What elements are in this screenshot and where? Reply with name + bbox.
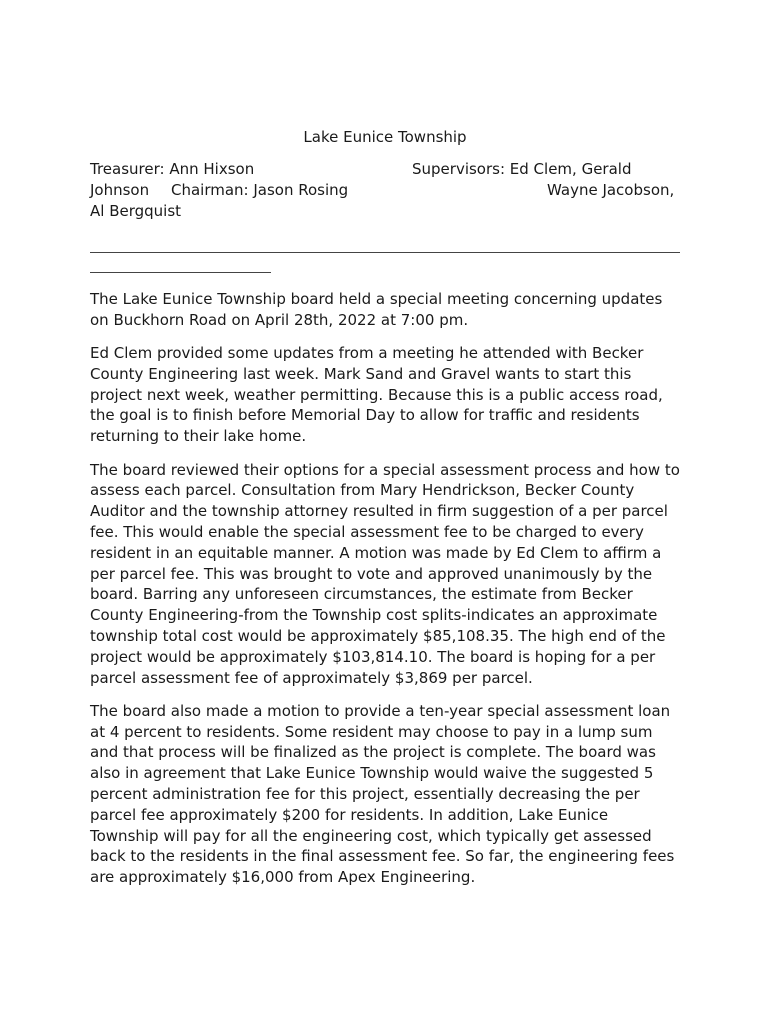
header-divider-line [90, 252, 680, 253]
bergquist-text: Al Bergquist [90, 202, 182, 220]
header-divider-line-short [90, 272, 271, 273]
wayne-jacobson-text: Wayne Jacobson, [547, 181, 675, 199]
paragraph-assessment-loan: The board also made a motion to provide a ten-year special assessment loan at 4 percent to residents. Some resident may choose to pay in a lump sum and that process will be finalized as the project is complete. The board was also in agreement that Lake Eunice Township would waive the suggested 5 percent administration fee for this project, essentially decreasing the per parcel fee approximately $200 for residents. In addition, Lake Eunice Township will pay for all the engineering cost, which typically get assessed back to the residents in the final assessment fee. So far, the engineering fees are approximately $16,000 from Apex Engineering. [90, 701, 675, 887]
supervisors-line: Supervisors: Ed Clem, Gerald [412, 160, 632, 178]
paragraph-meeting-intro: The Lake Eunice Township board held a special meeting concerning updates on Buckhorn Road on April 28th, 2022 at 7:00 pm. [90, 290, 663, 329]
chairman-line: Chairman: Jason Rosing [171, 181, 349, 199]
treasurer-line: Treasurer: Ann Hixson [90, 160, 255, 178]
johnson-text: Johnson [90, 181, 150, 199]
paragraph-engineering-update: Ed Clem provided some updates from a meeting he attended with Becker County Engineering last week. Mark Sand and Gravel wants to start this project next week, weather permitting. Because this is a public access road, the goal is to finish before Memorial Day to allow for traffic and residents returning to their lake home. [90, 344, 663, 446]
paragraph-assessment-options: The board reviewed their options for a special assessment process and how to assess each parcel. Consultation from Mary Hendrickson, Becker County Auditor and the township attorney resulted in firm suggestion of a per parcel fee. This would enable the special assessment fee to be charged to every resident in an equitable manner. A motion was made by Ed Clem to affirm a per parcel fee. This was brought to vote and approved unanimously by the board. Barring any unforeseen circumstances, the estimate from Becker County Engineering-from the Township cost splits-indicates an approximate township total cost would be approximately $85,108.35. The high end of the project would be approximately $103,814.10. The board is hoping for a per parcel assessment fee of approximately $3,869 per parcel. [90, 460, 680, 687]
document-title: Lake Eunice Township [303, 128, 467, 146]
meeting-minutes-body [90, 289, 680, 901]
